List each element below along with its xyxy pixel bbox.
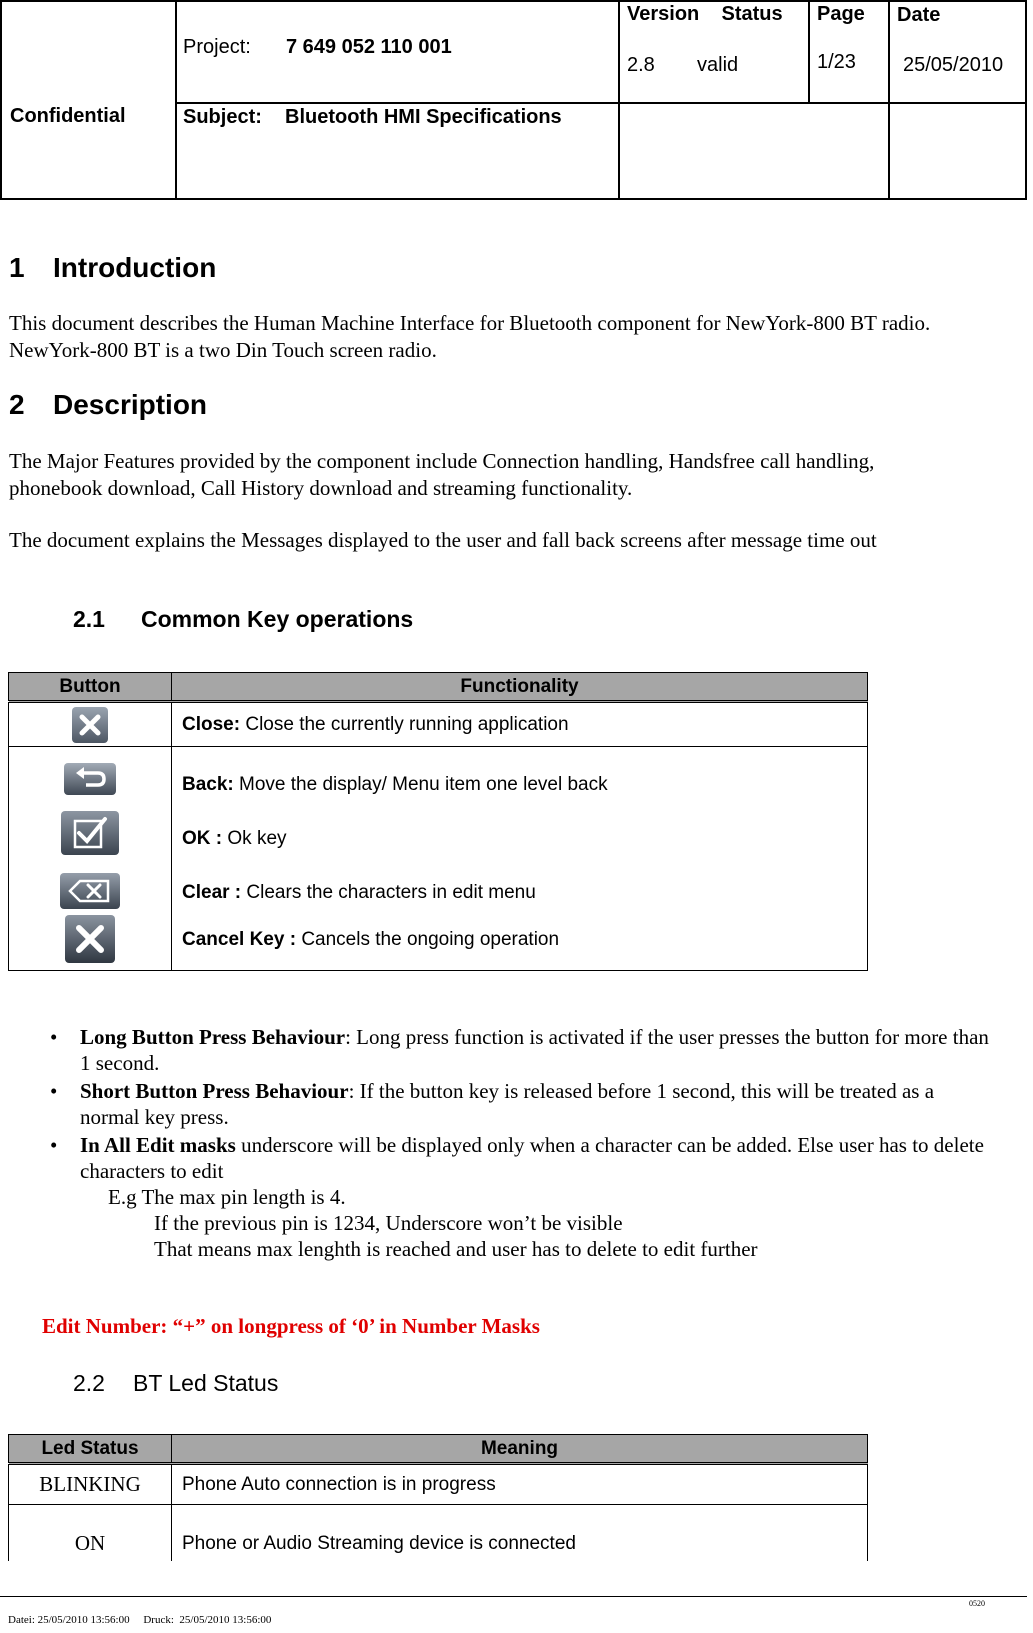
status-value: valid xyxy=(697,54,739,76)
page-value: 1/23 xyxy=(817,51,856,73)
date-label: Date xyxy=(897,4,941,26)
section-2-para-1-line-2: phonebook download, Call History download and streaming functionality. xyxy=(9,476,633,500)
cancel-description: Cancels the ongoing operation xyxy=(296,929,560,950)
subject-value: Bluetooth HMI Specifications xyxy=(285,106,562,128)
table-row xyxy=(9,1505,868,1561)
version-status-label: Version Status xyxy=(627,3,783,25)
back-icon xyxy=(64,763,116,795)
table-header-functionality: Functionality xyxy=(172,673,868,702)
section-1-title: Introduction xyxy=(53,252,217,283)
bullet-2-text: : If the button key is released before 1 second, this will be treated as a normal key press. xyxy=(80,1079,935,1129)
table-header-led-status: Led Status xyxy=(9,1435,172,1464)
bullet-3-text: underscore will be displayed only when a character can be added. Else user has to delete characters to edit xyxy=(80,1133,984,1183)
project-label: Project: xyxy=(183,36,251,58)
table-row xyxy=(9,747,868,971)
ok-label: OK : xyxy=(182,828,223,849)
led-meaning-cell: Phone Auto connection is in progress xyxy=(172,1464,868,1505)
clear-label: Clear : xyxy=(182,882,242,903)
section-2-2-number: 2.2 xyxy=(73,1370,105,1396)
date-value: 25/05/2010 xyxy=(903,54,1004,76)
led-status-cell: BLINKING xyxy=(9,1464,172,1505)
footer-rule xyxy=(0,1596,1027,1597)
header-border-left xyxy=(0,0,2,200)
clear-row xyxy=(182,866,867,920)
bullet-1-text: : Long press function is activated if the user presses the button for more than 1 second. xyxy=(80,1025,989,1075)
page-label: Page xyxy=(817,3,865,25)
key-operations-table xyxy=(8,672,868,971)
cancel-row xyxy=(182,920,867,960)
section-2-number: 2 xyxy=(9,389,25,420)
bullet-icon: • xyxy=(50,1133,58,1157)
back-label: Back: xyxy=(182,774,234,795)
close-icon xyxy=(72,707,108,743)
cancel-icon xyxy=(65,915,115,963)
led-meaning-cell: Phone or Audio Streaming device is connected xyxy=(172,1505,868,1561)
example-line-3: That means max lenghth is reached and user has to delete to edit further xyxy=(154,1237,758,1261)
section-2-1-title: Common Key operations xyxy=(141,606,414,632)
ok-description: Ok key xyxy=(222,828,287,849)
header-divider-3 xyxy=(808,0,810,104)
header-border-right xyxy=(1025,0,1027,200)
section-1-line-1: This document describes the Human Machine Interface for Bluetooth component for NewYork-800 BT radio. xyxy=(9,311,931,335)
section-2-para-2: The document explains the Messages displayed to the user and fall back screens after message time out xyxy=(9,528,877,552)
clear-description: Clears the characters in edit menu xyxy=(241,882,536,903)
back-row xyxy=(182,758,867,812)
edit-number-note: Edit Number: “+” on longpress of ‘0’ in Number Masks xyxy=(42,1314,540,1338)
section-2-1-number: 2.1 xyxy=(73,606,105,632)
header-divider-h xyxy=(175,102,1027,104)
bullet-icon: • xyxy=(50,1079,58,1103)
footer-code: 0520 xyxy=(969,1599,985,1608)
table-row xyxy=(9,702,868,747)
header-border-top xyxy=(0,0,1027,2)
header-divider-1 xyxy=(175,0,177,200)
section-2-2-title: BT Led Status xyxy=(133,1370,279,1396)
table-row xyxy=(9,1464,868,1505)
version-value: 2.8 xyxy=(627,54,655,76)
header-border-bottom xyxy=(0,198,1027,200)
table-header-meaning: Meaning xyxy=(172,1435,868,1464)
bullet-2-title: Short Button Press Behaviour xyxy=(80,1079,349,1103)
table-header-button: Button xyxy=(9,673,172,702)
bullet-1-title: Long Button Press Behaviour xyxy=(80,1025,346,1049)
section-1-number: 1 xyxy=(9,252,25,283)
section-2-title: Description xyxy=(53,389,208,420)
led-status-table xyxy=(8,1434,868,1561)
led-status-cell: ON xyxy=(9,1505,172,1561)
header-divider-2 xyxy=(618,0,620,200)
bullet-3-title: In All Edit masks xyxy=(80,1133,236,1157)
section-2-para-1-line-1: The Major Features provided by the component include Connection handling, Handsfree call handling, xyxy=(9,449,875,473)
example-line-2: If the previous pin is 1234, Underscore won’t be visible xyxy=(154,1211,623,1235)
project-number: 7 649 052 110 001 xyxy=(286,36,452,58)
clear-icon xyxy=(60,873,120,909)
subject-label: Subject: xyxy=(183,106,262,128)
ok-row xyxy=(182,812,867,866)
close-description: Close the currently running application xyxy=(240,713,569,735)
close-label: Close: xyxy=(182,713,241,735)
header-divider-4 xyxy=(888,0,890,200)
example-line-1: E.g The max pin length is 4. xyxy=(108,1185,346,1209)
confidential-label: Confidential xyxy=(10,105,126,127)
bullet-icon: • xyxy=(50,1025,58,1049)
back-description: Move the display/ Menu item one level back xyxy=(233,774,608,795)
footer-print-info: Datei: 25/05/2010 13:56:00 Druck: 25/05/2010 13:56:00 xyxy=(8,1614,272,1626)
cancel-label: Cancel Key : xyxy=(182,929,297,950)
ok-icon xyxy=(61,811,119,855)
section-1-line-2: NewYork-800 BT is a two Din Touch screen radio. xyxy=(9,338,437,362)
